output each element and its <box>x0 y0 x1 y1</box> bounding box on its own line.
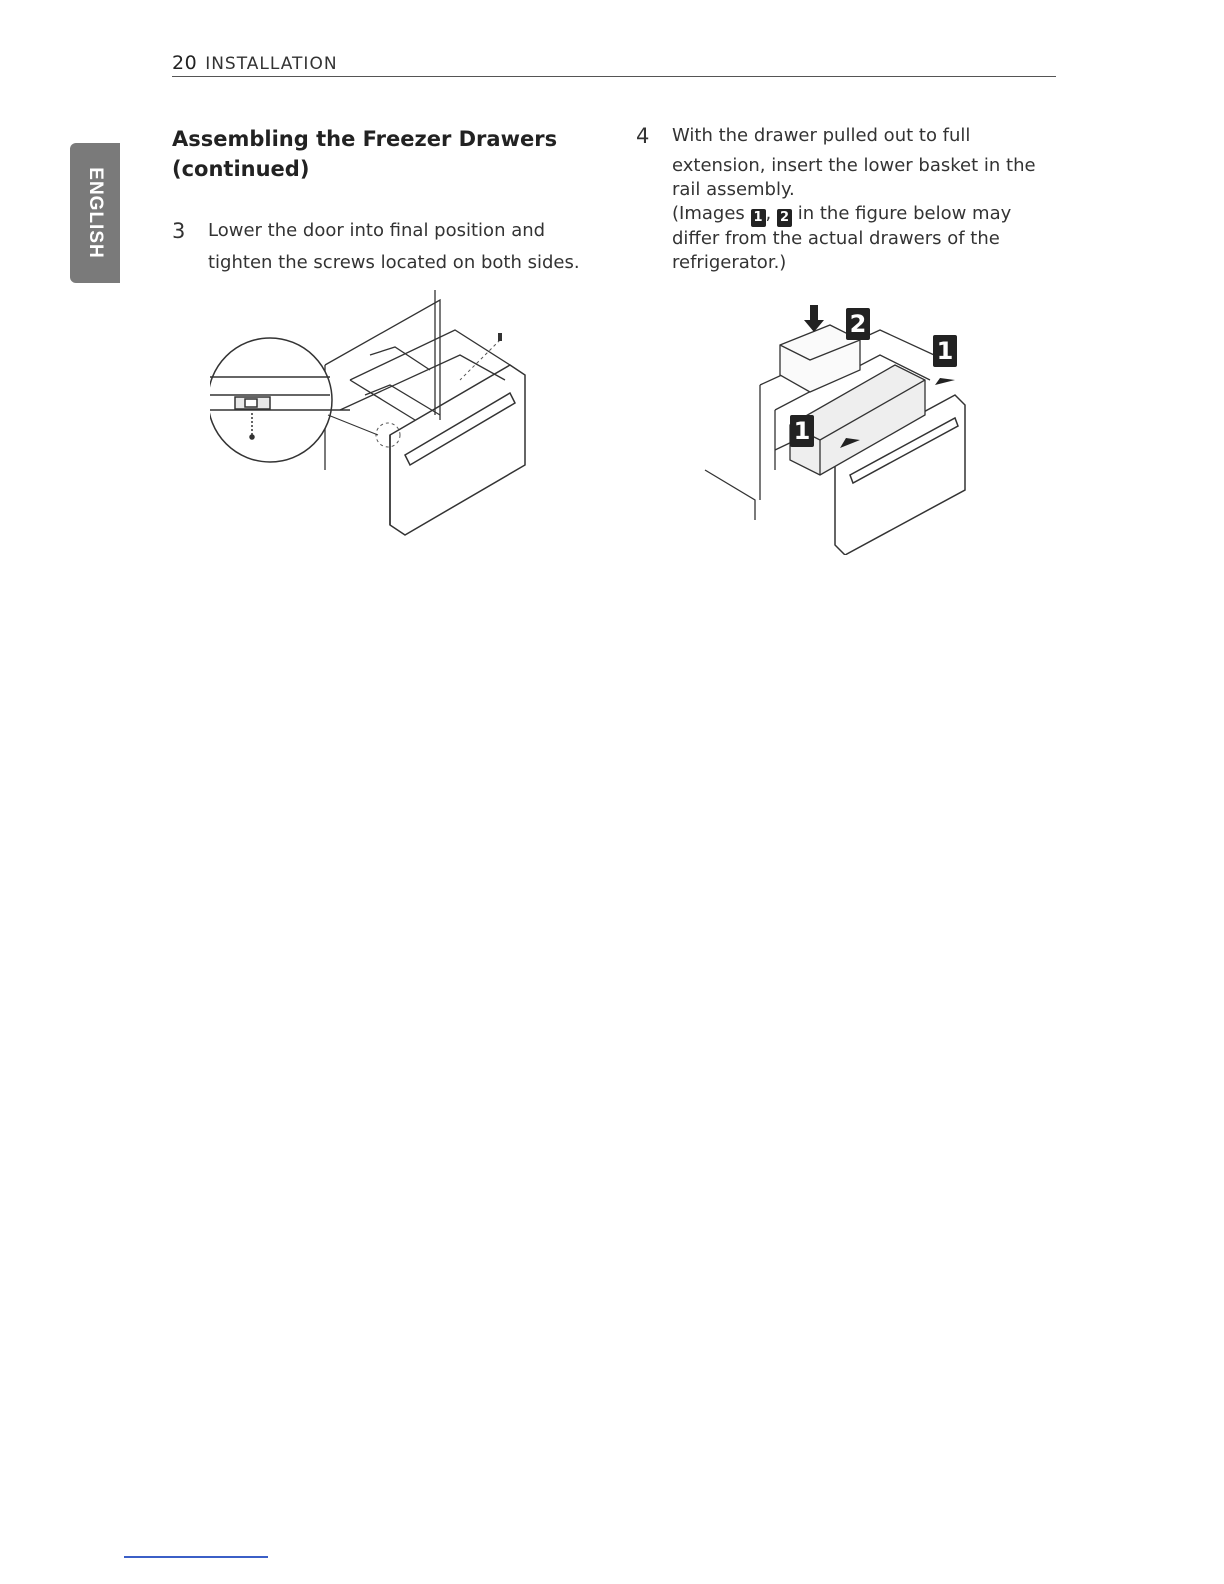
language-tab-label: ENGLISH <box>85 167 106 259</box>
note-separator: , <box>765 203 772 224</box>
door-screw-figure <box>210 285 550 545</box>
label-2-text: 2 <box>849 310 867 338</box>
label-1-text-bottom: 1 <box>793 417 811 445</box>
freezer-body-drawing <box>325 290 510 470</box>
note-prefix: (Images <box>672 203 745 224</box>
label-1-text-top: 1 <box>936 337 954 365</box>
step-4-note <box>672 202 1052 227</box>
footer-rule <box>124 1556 268 1558</box>
note-mid: in the figure below may <box>797 203 1012 224</box>
step-4 <box>636 124 1052 275</box>
label-1-badge-top <box>933 335 957 367</box>
page-header <box>172 52 1056 77</box>
section-name: INSTALLATION <box>205 54 338 74</box>
basket-insert-figure <box>700 300 975 555</box>
screw-icon <box>498 333 502 341</box>
page-number: 20 <box>172 52 198 74</box>
drawer-door-drawing <box>390 365 525 535</box>
step-4-line2: extension, insert the lower basket in the <box>672 155 1036 176</box>
label-1-badge-bottom <box>790 415 814 447</box>
label-2-badge <box>846 308 870 340</box>
screw-leader <box>376 340 500 447</box>
badge-1: 1 <box>751 209 766 227</box>
step-4-line3: rail assembly. <box>672 179 795 200</box>
step-4-note-line2: differ from the actual drawers of the <box>672 228 1000 249</box>
step-3 <box>172 219 588 275</box>
step-4-note-line3: refrigerator.) <box>672 252 787 273</box>
section-title-line2: (continued) <box>172 157 310 181</box>
badge-2: 2 <box>777 209 792 227</box>
step-3-line2: tighten the screws located on both sides. <box>208 252 580 273</box>
detail-magnifier <box>210 338 378 462</box>
step-3-line1: Lower the door into final position and <box>208 220 546 241</box>
step-4-line1: With the drawer pulled out to full <box>672 125 971 146</box>
language-tab <box>70 143 120 283</box>
section-title-line1: Assembling the Freezer Drawers <box>172 127 558 151</box>
step-3-number: 3 <box>172 219 186 243</box>
step-4-number: 4 <box>636 124 650 148</box>
section-title <box>172 124 592 184</box>
